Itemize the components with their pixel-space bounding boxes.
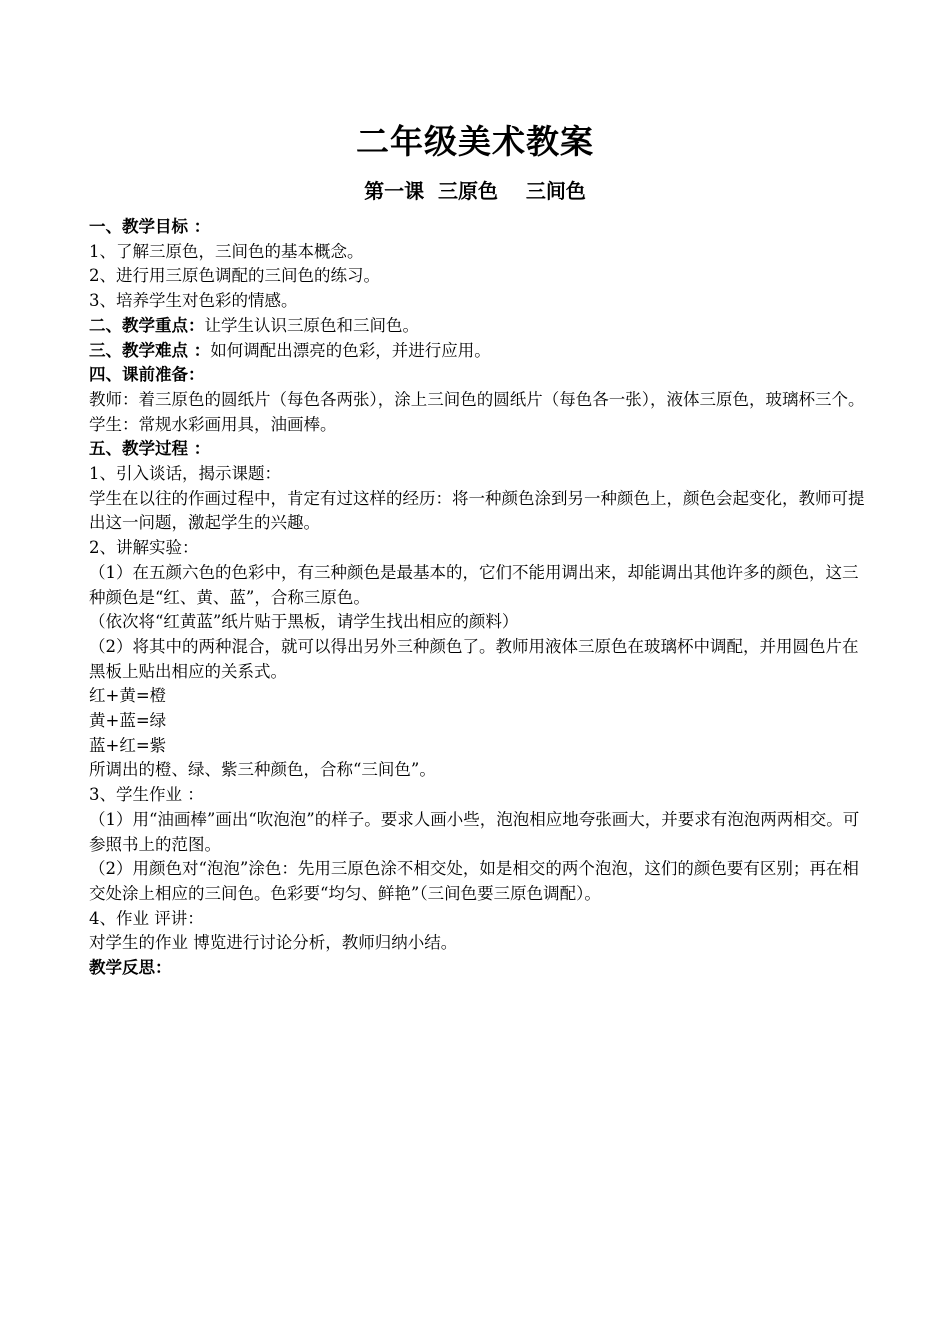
objective-3: 3、培养学生对色彩的情感。 bbox=[89, 291, 298, 311]
reflection-heading: 教学反思： bbox=[89, 958, 172, 978]
step-2-note: （依次将“红黄蓝”纸片贴于黑板，请学生找出相应的颜料） bbox=[89, 612, 519, 632]
objectives-heading: 一、教学目标 ： bbox=[89, 217, 211, 236]
process-heading: 五、教学过程 ： bbox=[89, 439, 211, 459]
prep-teacher: 教师：着三原色的圆纸片（每色各两张），涂上三间色的圆纸片（每色各一张），液体三原色，玻璃杯三个。 bbox=[89, 389, 865, 409]
step-1-text: 学生在以往的作画过程中，肯定有过这样的经历：将一种颜色涂到另一种颜色上，颜色会起变化，教师可提出这一问题，激起学生的兴趣。 bbox=[89, 488, 865, 533]
document-title: 二年级美术教案 bbox=[356, 122, 594, 161]
key-point-label: 二、教学重点： bbox=[89, 315, 205, 335]
step-4-text: 对学生的作业 博览进行讨论分析，教师归纳小结。 bbox=[89, 933, 458, 953]
mix-red-yellow: 红+黄=橙 bbox=[89, 686, 167, 706]
mix-yellow-blue: 黄+蓝=绿 bbox=[89, 711, 167, 731]
step-1-title: 1、引入谈话，揭示课题： bbox=[89, 464, 281, 484]
step-3-paragraph-1: （1）用“油画棒”画出“吹泡泡”的样子。要求人画小些，泡泡相应地夸张画大，并要求有泡泡两两相交。可参照书上的范图。 bbox=[89, 809, 860, 854]
difficulty-text: 如何调配出漂亮的色彩，并进行应用。 bbox=[210, 340, 491, 360]
key-point-text: 让学生认识三原色和三间色。 bbox=[204, 315, 419, 335]
step-3-title: 3、学生作业 ： bbox=[89, 785, 204, 805]
document-subtitle: 第一课 三原色 三间色 bbox=[364, 179, 586, 203]
prep-student: 学生：常规水彩画用具，油画棒。 bbox=[89, 414, 337, 434]
step-2-paragraph-2: （2）将其中的两种混合，就可以得出另外三种颜色了。教师用液体三原色在玻璃杯中调配，并用圆色片在黑板上贴出相应的关系式。 bbox=[89, 636, 859, 681]
step-2-title: 2、讲解实验： bbox=[89, 538, 199, 558]
step-2-summary: 所调出的橙、绿、紫三种颜色，合称“三间色”。 bbox=[89, 760, 436, 780]
difficulty-line bbox=[89, 339, 865, 364]
step-2-paragraph-1: （1）在五颜六色的色彩中，有三种颜色是最基本的，它们不能用调出来，却能调出其他许多的颜色，这三种颜色是“红、黄、蓝”，合称三原色。 bbox=[89, 562, 859, 607]
preparation-heading: 四、课前准备： bbox=[89, 365, 205, 385]
difficulty-label: 三、教学难点 ： bbox=[89, 340, 211, 360]
mix-blue-red: 蓝+红=紫 bbox=[89, 735, 167, 755]
key-point-line bbox=[89, 314, 865, 339]
step-4-title: 4、作业 评讲： bbox=[89, 908, 204, 928]
objective-2: 2、进行用三原色调配的三间色的练习。 bbox=[89, 266, 380, 286]
document-body bbox=[89, 215, 865, 981]
step-3-paragraph-2: （2）用颜色对“泡泡”涂色：先用三原色涂不相交处，如是相交的两个泡泡，这们的颜色要有区别；再在相交处涂上相应的三间色。色彩要“均匀、鲜艳”（三间色要三原色调配）。 bbox=[89, 859, 859, 903]
objective-1: 1、了解三原色，三间色的基本概念。 bbox=[89, 241, 364, 261]
